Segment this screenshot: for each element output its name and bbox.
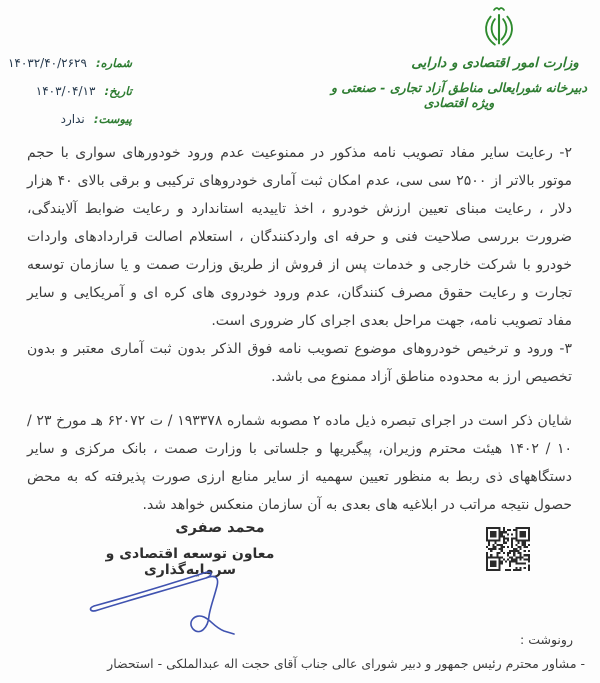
paragraph-item-3: ۳- ورود و ترخیص خودروهای موضوع تصویب نامه فوق الذکر بدون ثبت آماری معتبر و بدون تخصیص ارز به محدوده مناطق آزاد ممنوع می باشد. bbox=[27, 341, 572, 385]
paragraph-closing: شایان ذکر است در اجرای تبصره ذیل ماده ۲ مصوبه شماره ۱۹۳۳۷۸ / ت ۶۲۰۷۲ هـ مورخ ۲۳ / ۱۰ / ۱۴۰۲ هیئت محترم وزیران، پیگیریها و جلساتی با وزارت صمت ، بانک مرکزی و سایر دستگاههای ذی ربط به منظور تعیین سهمیه از سایر منابع ارزی صورت پذیرفته که به محض حصول نتیجه مراتب در ابلاغیه های بعدی به آن سازمان منعکس خواهد شد. bbox=[27, 413, 572, 513]
signer-name: محمد صفری bbox=[175, 520, 265, 536]
letter-body bbox=[27, 139, 572, 519]
letter-date-row bbox=[10, 80, 132, 99]
signer-title: معاون توسعه اقتصادی و سرمایه‌گذاری bbox=[105, 546, 275, 578]
letter-attachment-row bbox=[10, 108, 132, 127]
qr-code-stamp bbox=[486, 527, 530, 571]
paragraph-item-2: ۲- رعایت سایر مفاد تصویب نامه مذکور در ممنوعیت عدم ورود خودورهای سواری با حجم موتور بالاتر از ۲۵۰۰ سی سی، عدم امکان ثبت آماری خودروهای ترکیبی و برقی بالای ۴۰ هزار دلار ، رعایت مبنای تعیین ارزش خودرو ، اخذ تاییدیه استاندارد و رعایت ضوابط آلایندگی، ضرورت بررسی صلاحیت فنی و حرفه ای واردکنندگان ، استعلام اصالت قراردادهای واردات خودرو با شرکت خارجی و خدمات پس از فروش از طریق وزارت صمت و یا سازمان توسعه تجارت و رعایت حقوق مصرف کنندگان، عدم ورود خودروی های کره ای و آمریکایی و سایر مفاد تصویب نامه، جهت مراحل بعدی اجرای کار ضروری است. bbox=[27, 145, 573, 329]
letter-number-row bbox=[7, 52, 132, 71]
number-label: شماره: bbox=[96, 56, 132, 70]
attachment-value: ندارد bbox=[60, 112, 85, 126]
date-label: تاریخ: bbox=[104, 84, 132, 98]
attachment-label: پیوست: bbox=[93, 112, 132, 126]
handwritten-signature bbox=[78, 556, 246, 642]
date-value: ۱۴۰۳/۰۴/۱۳ bbox=[35, 84, 96, 98]
number-value: ۱۴۰۳۲/۴۰/۲۶۲۹ bbox=[7, 56, 87, 70]
secretariat-name: دبیرخانه شورایعالی مناطق آزاد تجاری - صنعتی و ویژه اقتصادی bbox=[330, 80, 588, 110]
letter-meta bbox=[7, 52, 132, 136]
cc-recipient: - مشاور محترم رئیس جمهور و دبیر شورای عالی جناب آقای حجت اله عبدالملکی - استحضار bbox=[107, 656, 585, 671]
cc-label: رونوشت : bbox=[520, 632, 573, 647]
ministry-name: وزارت امور اقتصادی و دارایی bbox=[411, 55, 579, 71]
iran-emblem-icon bbox=[477, 5, 521, 55]
